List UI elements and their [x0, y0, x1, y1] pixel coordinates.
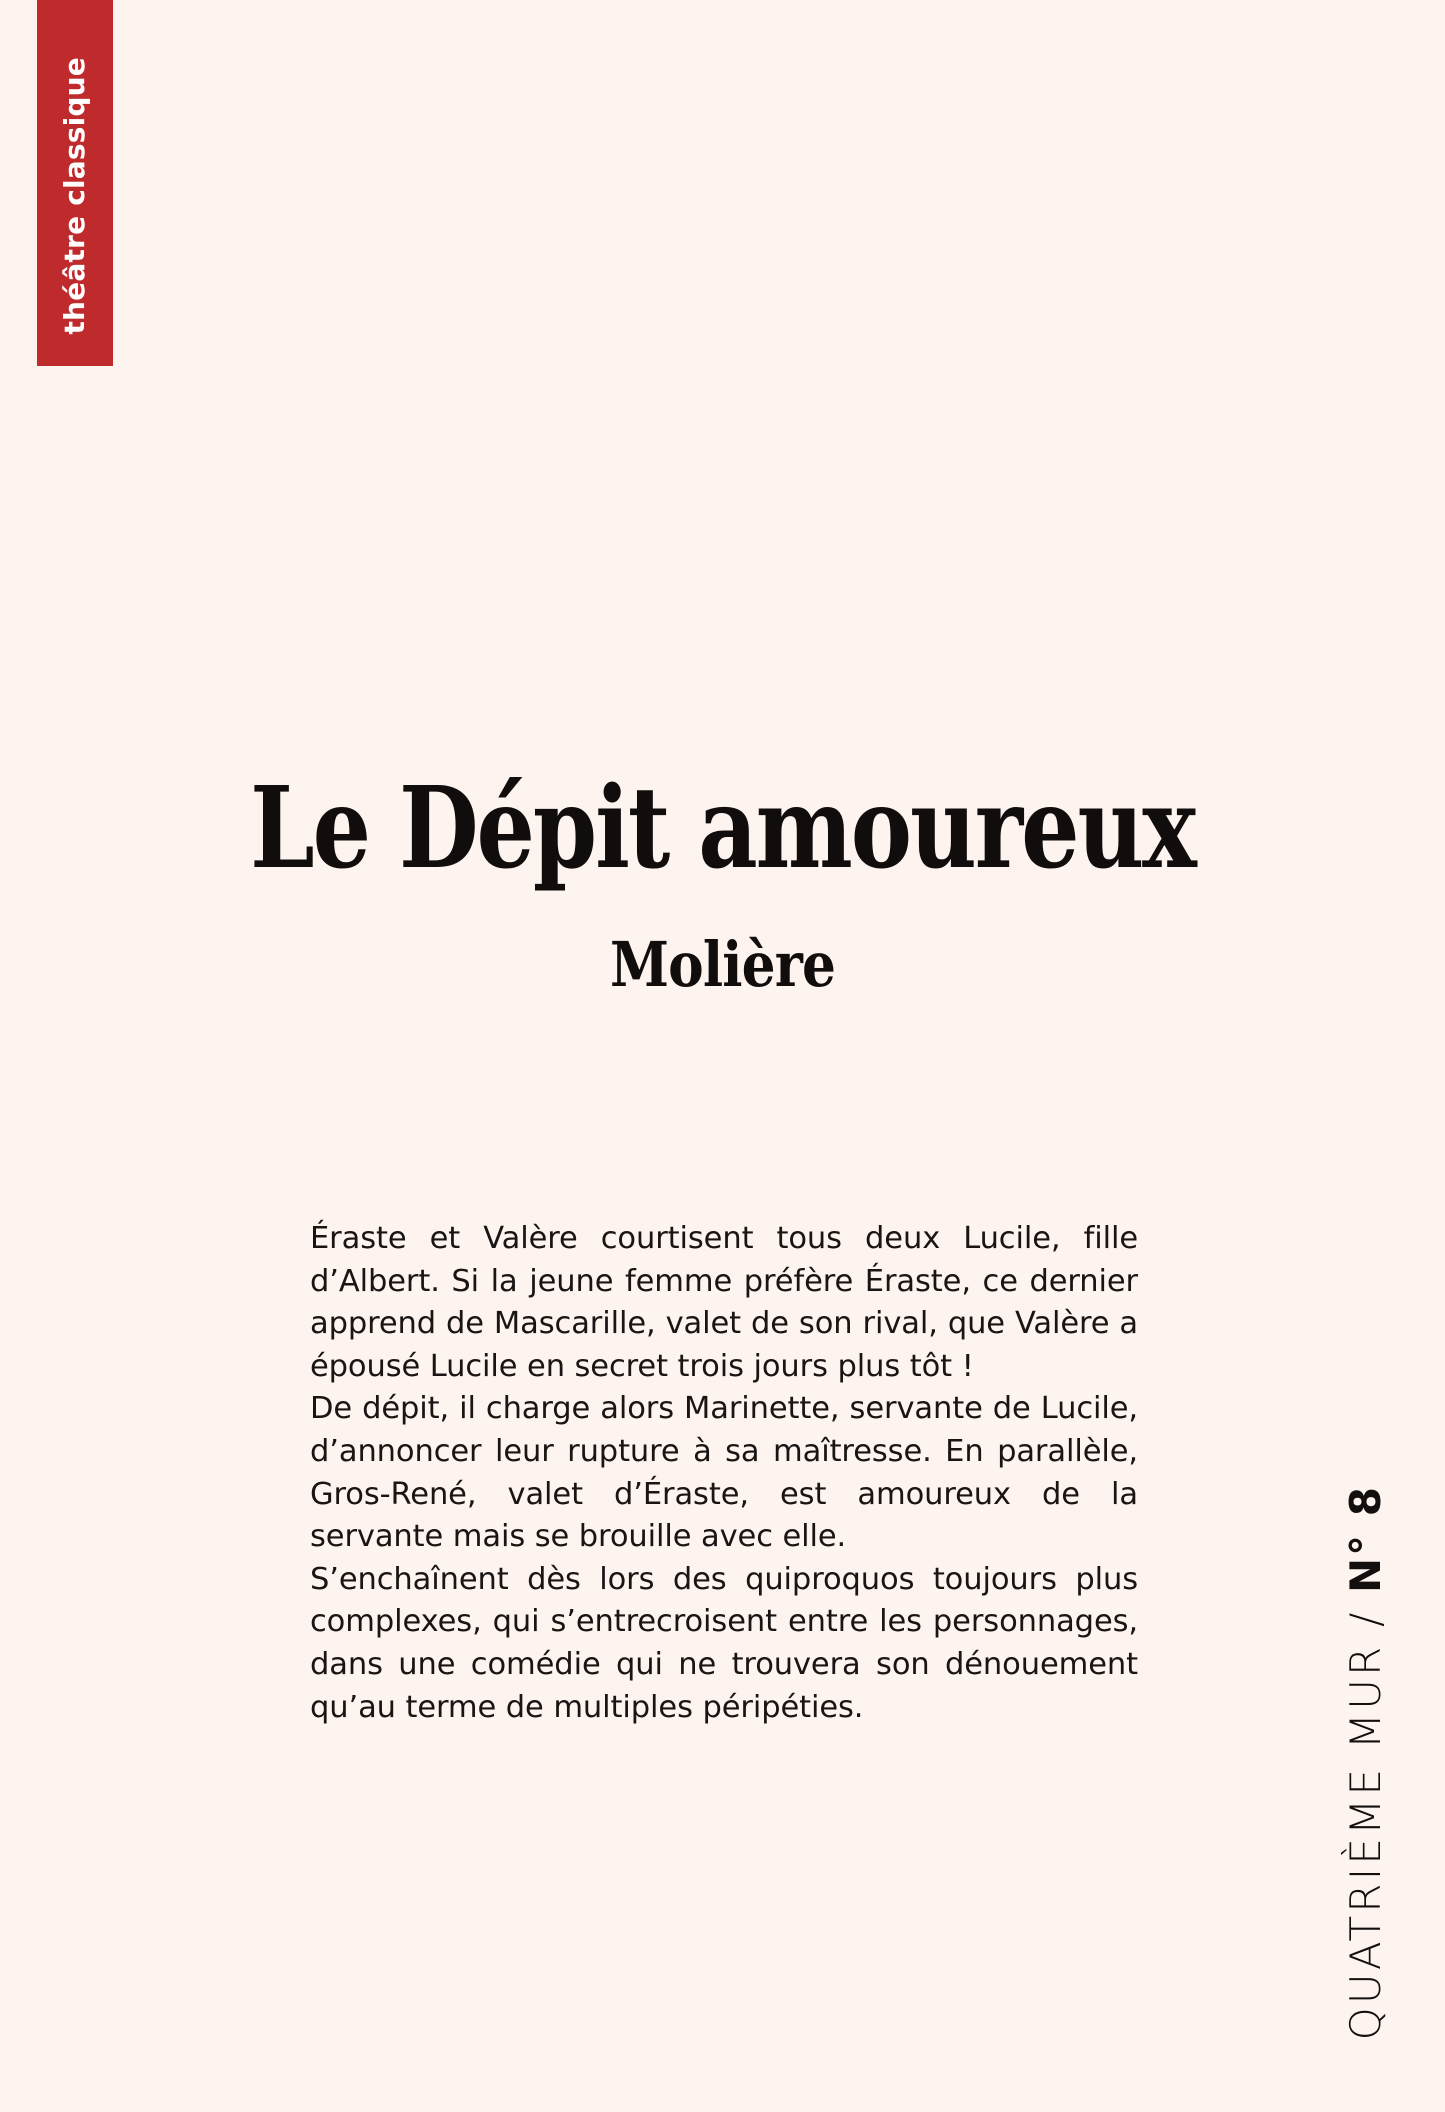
series-issue-line [1341, 1350, 1390, 2040]
series-issue-text [1341, 1484, 1390, 2040]
synopsis-paragraph: De dépit, il charge alors Marinette, servante de Lucile, d’annoncer leur rupture à sa maîtresse. En parallèle, Gros-René, valet d’Éraste, est amoureux de la servante mais se brouille avec elle. [310, 1391, 1138, 1555]
series-issue-number: N° 8 [1341, 1484, 1390, 1593]
book-title: Le Dépit amoureux [250, 763, 1195, 894]
synopsis-text [310, 1218, 1138, 1729]
book-author: Molière [609, 927, 836, 1001]
collection-banner-label: théâtre classique [58, 57, 91, 335]
series-collection-label: QUATRIÈME MUR / [1341, 1592, 1390, 2040]
collection-banner [37, 0, 113, 366]
synopsis-paragraph: Éraste et Valère courtisent tous deux Lucile, fille d’Albert. Si la jeune femme préfère Éraste, ce dernier apprend de Mascarille, valet de son rival, que Valère a épousé Lucile en secret trois jours plus tôt ! [310, 1221, 1138, 1384]
synopsis-paragraph: S’enchaînent dès lors des quiproquos toujours plus complexes, qui s’entrecroisent entre les personnages, dans une comédie qui ne trouvera son dénouement qu’au terme de multiples péripéties. [310, 1561, 1138, 1725]
title-block [0, 763, 1445, 1001]
